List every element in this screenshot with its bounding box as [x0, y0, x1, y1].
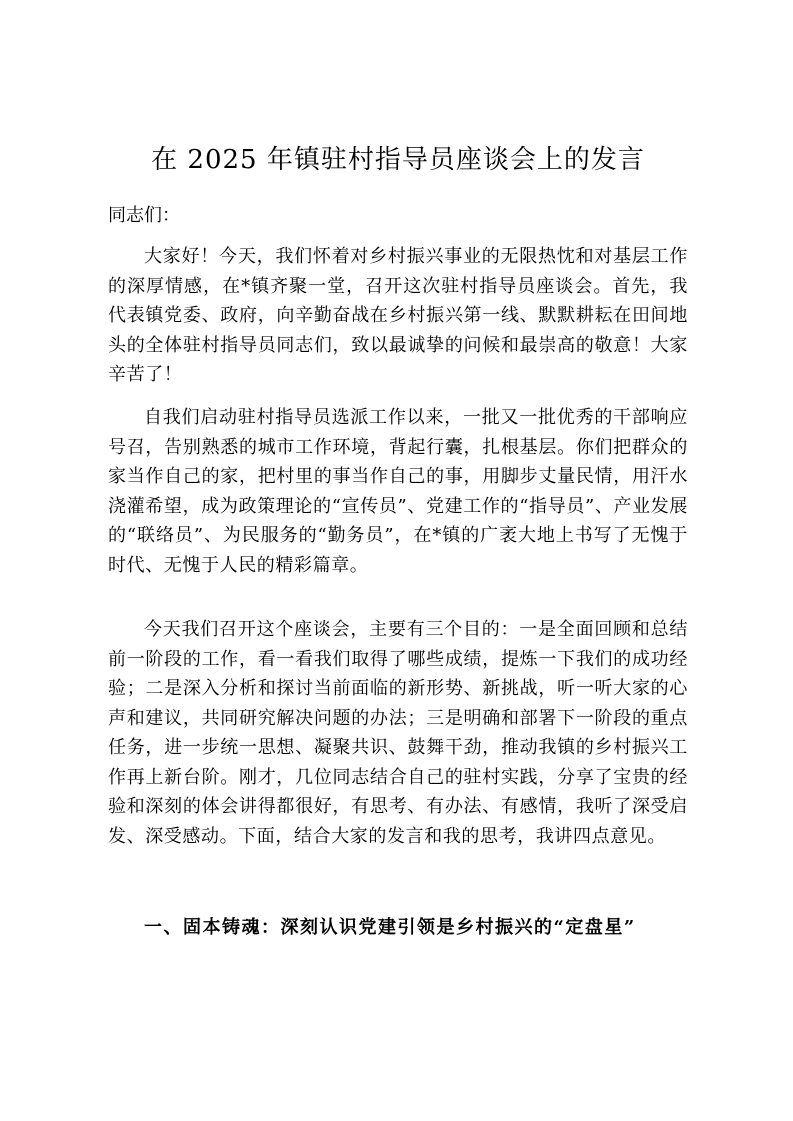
- document-title: 在 2025 年镇驻村指导员座谈会上的发言: [151, 145, 645, 175]
- paragraph-purpose: 今天我们召开这个座谈会，主要有三个目的：一是全面回顾和总结前一阶段的工作，看一看我们取得了哪些成绩，提炼一下我们的成功经验；二是深入分析和探讨当前面临的新形势、新挑战，听一听大家的心声和建议，共同研究解决问题的办法；三是明确和部署下一阶段的重点任务，进一步统一思想、凝聚共识、鼓舞干劲，推动我镇的乡村振兴工作再上新台阶。刚才，几位同志结合自己的驻村实践，分享了宝贵的经验和深刻的体会讲得都很好，有思考、有办法、有感情，我听了深受启发、深受感动。下面，结合大家的发言和我的思考，我讲四点意见。: [108, 619, 688, 847]
- section-heading-1: 一、固本铸魂：深刻认识党建引领是乡村振兴的“定盘星”: [144, 917, 636, 938]
- salutation: 同志们：: [108, 205, 180, 226]
- paragraph-greeting: 大家好！今天，我们怀着对乡村振兴事业的无限热忱和对基层工作的深厚情感，在*镇齐聚一堂，召开这次驻村指导员座谈会。首先，我代表镇党委、政府，向辛勤奋战在乡村振兴第一线、默默耕耘在田间地头的全体驻村指导员同志们，致以最诚挚的问候和最崇高的敬意！大家辛苦了！: [108, 246, 688, 385]
- paragraph-achievements: 自我们启动驻村指导员选派工作以来，一批又一批优秀的干部响应号召，告别熟悉的城市工作环境，背起行囊，扎根基层。你们把群众的家当作自己的家，把村里的事当作自己的事，用脚步丈量民情，用汗水浇灌希望，成为政策理论的“宣传员”、党建工作的“指导员”、产业发展的“联络员”、为民服务的“勤务员”，在*镇的广袤大地上书写了无愧于时代、无愧于人民的精彩篇章。: [108, 407, 688, 576]
